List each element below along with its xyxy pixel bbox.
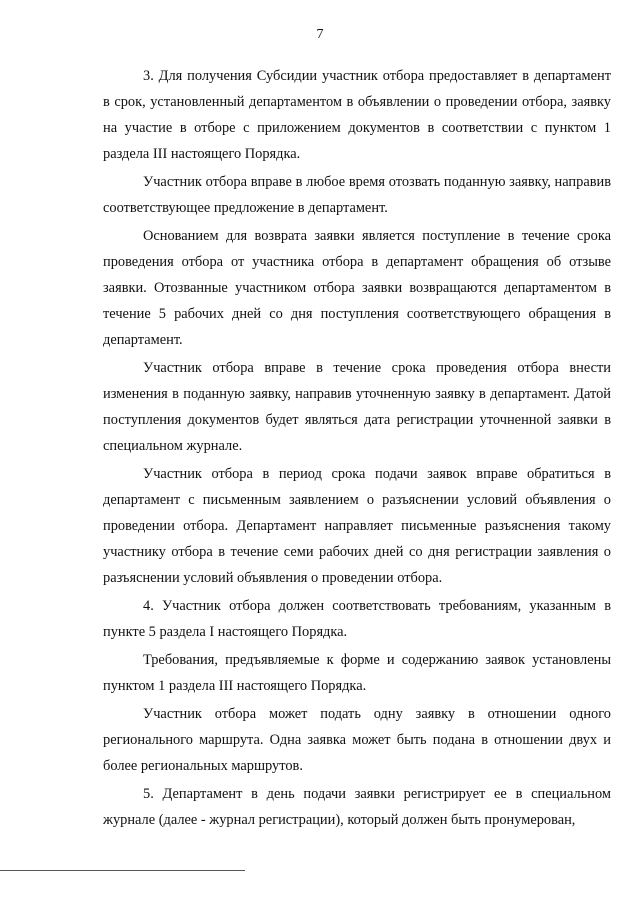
paragraph-return-basis: Основанием для возврата заявки является поступление в течение срока проведения отбора от участника отбора в департамент обращения об отзыве заявки. Отозванные участником отбора заявки возвращаются департаментом в течение 5 рабочих дней со дня поступления соответствующего обращения в департамент.	[103, 228, 611, 348]
paragraph-4-requirements: 4. Участник отбора должен соответствовать требованиям, указанным в пункте 5 раздела I настоящего Порядка.	[103, 598, 611, 640]
paragraph-3-submission: 3. Для получения Субсидии участник отбора предоставляет в департамент в срок, установленный департаментом в объявлении о проведении отбора, заявку на участие в отборе с приложением документов в соответствии с пунктом 1 раздела III настоящего Порядка.	[103, 68, 611, 162]
paragraph-form-requirements: Требования, предъявляемые к форме и содержанию заявок установлены пунктом 1 раздела III настоящего Порядка.	[103, 652, 611, 694]
paragraph-one-application: Участник отбора может подать одну заявку в отношении одного регионального маршрута. Одна заявка может быть подана в отношении двух и более региональных маршрутов.	[103, 706, 611, 774]
paragraph-5-registration: 5. Департамент в день подачи заявки регистрирует ее в специальном журнале (далее - журнал регистрации), который должен быть пронумерован,	[103, 786, 611, 828]
paragraph-clarification-request: Участник отбора в период срока подачи заявок вправе обратиться в департамент с письменным заявлением о разъяснении условий объявления о проведении отбора. Департамент направляет письменные разъяснения такому участнику отбора в течение семи рабочих дней со дня регистрации заявления о разъяснении условий объявления о проведении отбора.	[103, 466, 611, 586]
document-body	[103, 63, 611, 835]
paragraph-amend-application: Участник отбора вправе в течение срока проведения отбора внести изменения в поданную заявку, направив уточненную заявку в департамент. Датой поступления документов будет являться дата регистрации уточненной заявки в специальном журнале.	[103, 360, 611, 454]
paragraph-withdraw-right: Участник отбора вправе в любое время отозвать поданную заявку, направив соответствующее предложение в департамент.	[103, 174, 611, 216]
page-number: 7	[316, 27, 324, 42]
page-divider	[0, 870, 245, 871]
